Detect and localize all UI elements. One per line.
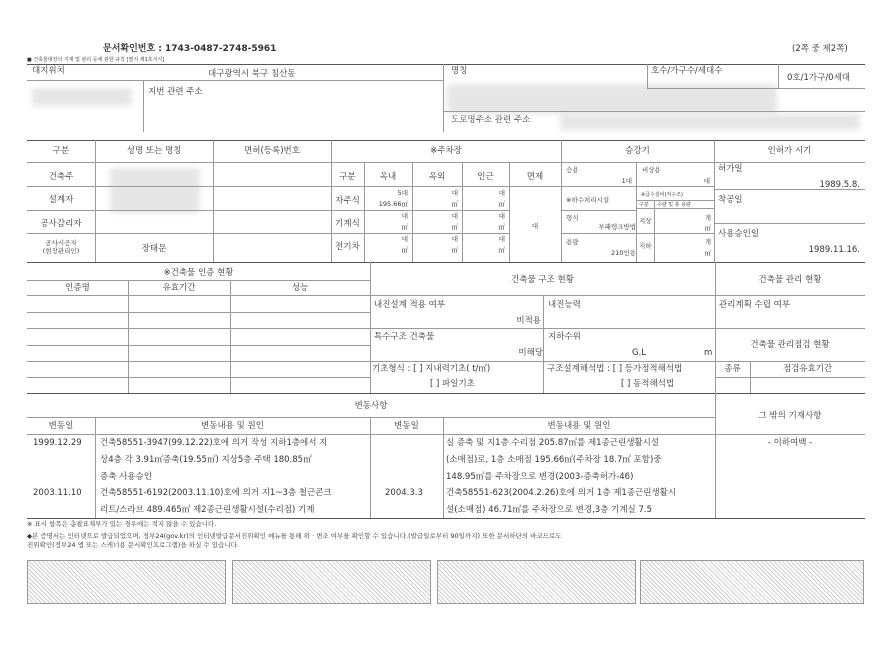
changes-col-date-right: 변동일 [394, 421, 419, 431]
parking-col-4: 면제 [526, 172, 544, 182]
sewage-capacity-label: 용량 [566, 238, 579, 246]
ev-indoor-area: ㎡ [401, 246, 408, 254]
water-below-volume: ㎡ [704, 249, 711, 257]
sewage-type-label: 형식 [566, 214, 579, 222]
mech-nearby-area: ㎡ [498, 223, 505, 231]
change-line: 건축58551-6192(2003.11.10)호에 의거 지1~3층 철근콘크 [100, 488, 332, 498]
other-title: 그 밖의 기재사항 [758, 411, 822, 421]
elevator-emergency-val: 대 [703, 177, 710, 185]
inspection-col-valid: 점검유효기간 [782, 364, 833, 374]
water-sub2: 수량 및 총 용량 [657, 202, 691, 208]
permits-title: 인허가 시기 [767, 146, 812, 156]
redacted-people [110, 168, 200, 213]
change-line: 증축 사용승인 [100, 472, 152, 482]
lot-address-label: 지번 관련 주소 [148, 87, 203, 97]
row-owner: 건축주 [48, 172, 74, 182]
management-plan: 관리계획 수립 여부 [719, 300, 791, 310]
water-above-volume: ㎡ [704, 224, 711, 232]
water-below-count: 개 [704, 238, 711, 246]
elevator-passenger: 승용 [566, 166, 579, 174]
parking-exempt: 대 [531, 222, 539, 230]
permit-date: 1989.5.8. [819, 180, 860, 190]
use-date: 1989.11.16. [808, 245, 860, 255]
cert-col-2: 성능 [291, 283, 309, 293]
ev-outdoor-area: ㎡ [451, 246, 458, 254]
water-above-count: 개 [704, 214, 711, 222]
footer-note-2: ◆본 증명서는 인터넷으로 발급되었으며, 정부24(gov.kr)의 인터넷발급문서진위확인 메뉴를 통해 위 · 변조 여부를 확인할 수 있습니다.(발급일로부터 90일까지) 또한 문서하단의 바코드로도 [27, 532, 562, 540]
location-value: 대구광역시 북구 침산동 [208, 69, 296, 79]
water-label: ※급수설비(저수조) [641, 192, 683, 198]
change-date: 1999.12.29 [33, 438, 82, 448]
footer-note-1: ※ 표시 항목은 총괄표제부가 있는 경우에는 적지 않을 수 있습니다. [27, 520, 217, 528]
cert-col-1: 유효기간 [162, 283, 196, 293]
change-line: 건축58551-3947(99.12.22)호에 의거 작성 지하1층에서 지 [100, 438, 328, 448]
sewage-type-value: 부패탱크방법 [598, 223, 636, 231]
changes-col-date-left: 변동일 [48, 421, 74, 431]
parking-row-ev: 전기차 [335, 242, 360, 252]
groundwater-unit: m [704, 348, 713, 358]
elevator-title: 승강기 [625, 146, 650, 156]
structure-title: 건축물 구조 현황 [511, 275, 574, 285]
parking-row-mech: 기계식 [335, 219, 360, 229]
sewage-capacity-value: 210인용 [611, 249, 636, 257]
contractor-name: 장태문 [141, 244, 167, 254]
change-line: 건축58551-623(2004.2.26)호에 의거 1층 제1종근린생활시 [446, 488, 677, 498]
name-label: 명칭 [451, 66, 468, 76]
change-line: (소매점)로, 1층 소매점 195.66㎡(주차장 18.7㎡ 포함)중 [446, 455, 662, 465]
row-supervisor: 공사감리자 [40, 219, 82, 229]
special-structure-val: 미해당 [518, 348, 543, 358]
redacted-area [32, 88, 132, 106]
parking-col-0: 구분 [339, 172, 356, 182]
seismic-design: 내진설계 적용 여부 [374, 300, 446, 310]
col-name: 성명 또는 명칭 [126, 146, 182, 156]
use-label: 사용승인일 [718, 229, 760, 239]
elevator-passenger-val: 1대 [621, 177, 632, 185]
foundation-type: 기초형식 : [ ] 지내력기초( t/㎡) [372, 364, 491, 374]
dynamic-method: [ ] 동적해석법 [621, 379, 675, 389]
water-below: 지하 [639, 242, 652, 250]
permit-label: 허가일 [718, 164, 743, 174]
units-label: 호수/가구수/세대수 [651, 66, 723, 76]
other-value: - 이하여백 - [767, 438, 813, 448]
form-note: ■ 건축물대장의 기재 및 관리 등에 관한 규칙 [별지 제1호서식] [27, 57, 165, 63]
col-category: 구분 [52, 146, 70, 156]
mech-indoor-count: 대 [401, 212, 408, 220]
ev-indoor-count: 대 [401, 235, 408, 243]
seismic-design-val: 비적용 [516, 316, 541, 326]
mech-nearby-count: 대 [498, 212, 505, 220]
change-line: 리트/스라브 489.465㎡ 제2종근린생활시설(수리점) 기계 [100, 505, 315, 515]
groundwater-val: G.L [632, 348, 647, 358]
groundwater: 지하수위 [548, 332, 581, 342]
parking-col-3: 인근 [477, 172, 494, 182]
analysis-method: 구조설계해석법 : [ ] 등가정적해석법 [547, 364, 683, 374]
barcode-block-4 [640, 560, 864, 604]
water-sub: 구분 [639, 202, 649, 208]
self-nearby-area: ㎡ [498, 200, 505, 208]
row-designer: 설계자 [48, 195, 74, 205]
location-label: 대지위치 [32, 66, 65, 76]
changes-col-content-right: 변동내용 및 원인 [547, 421, 611, 431]
change-line: 상4층 각 3.91㎡증축(19.55㎡) 지상5층 주택 180.85㎡ [100, 455, 312, 465]
barcode-block-3 [437, 560, 636, 604]
changes-col-content-left: 변동내용 및 원인 [201, 421, 264, 431]
inspection-col-type: 종류 [724, 364, 741, 374]
col-license: 면허(등록)번호 [244, 146, 300, 156]
self-outdoor-area: ㎡ [451, 200, 458, 208]
cert-title: ※건축물 인증 현황 [163, 268, 234, 278]
ev-outdoor-count: 대 [451, 235, 458, 243]
seismic-capacity: 내진능력 [548, 300, 581, 310]
water-above: 지상 [639, 217, 652, 225]
pile-foundation: [ ] 파일기초 [430, 379, 475, 389]
barcode-block-1 [27, 560, 226, 604]
change-date: 2004.3.3 [385, 488, 423, 498]
doc-number: 문서확인번호 : 1743-0487-2748-5961 [103, 44, 277, 54]
change-line: 실 증축 및 지1층 수리점 205.87㎡를 제1종근린생활시설 [446, 438, 660, 448]
ev-nearby-count: 대 [498, 235, 505, 243]
parking-col-2: 옥외 [428, 172, 446, 182]
self-outdoor-count: 대 [451, 189, 458, 197]
self-nearby-count: 대 [498, 189, 505, 197]
change-line: 설(소매점) 46.71㎡를 주차장으로 변경,3층 기계실 7.5 [446, 505, 652, 515]
row-contractor: 공사시공자 (현장관리인) [42, 239, 80, 255]
footer-note-3: 진위확인(정부24 앱 또는 스캐너용 문서확인프로그램)을 하실 수 있습니다. [27, 541, 239, 549]
change-line: 148.95㎡를 주차장으로 변경(2003-증축허가-46) [446, 472, 634, 482]
elevator-emergency: 비상용 [642, 166, 661, 174]
mech-indoor-area: ㎡ [401, 223, 408, 231]
management-title: 건축물 관리 현황 [758, 275, 822, 285]
inspection-title: 건축물 관리점검 현황 [750, 340, 830, 350]
barcode-block-2 [232, 560, 431, 604]
start-label: 착공일 [718, 195, 743, 205]
self-indoor-area: 195.66㎡ [378, 200, 408, 208]
changes-title: 변동사항 [354, 401, 388, 411]
page-info: (2쪽 중 제2쪽) [792, 44, 848, 54]
change-date: 2003.11.10 [33, 488, 82, 498]
redacted-road [560, 114, 860, 130]
self-indoor-count: 5대 [397, 189, 408, 197]
mech-outdoor-count: 대 [451, 212, 458, 220]
units-value: 0호/1가구/0세대 [787, 73, 851, 83]
sewage-label: ※하수처리시설 [566, 196, 610, 204]
mech-outdoor-area: ㎡ [451, 223, 458, 231]
parking-row-self: 자주식 [335, 196, 360, 206]
ev-nearby-area: ㎡ [498, 246, 505, 254]
parking-col-1: 옥내 [379, 172, 397, 182]
cert-col-0: 인증명 [65, 283, 90, 293]
special-structure: 특수구조 건축물 [374, 332, 435, 342]
road-address-label: 도로명주소 관련 주소 [451, 115, 531, 125]
parking-title: ※주차장 [430, 146, 462, 156]
